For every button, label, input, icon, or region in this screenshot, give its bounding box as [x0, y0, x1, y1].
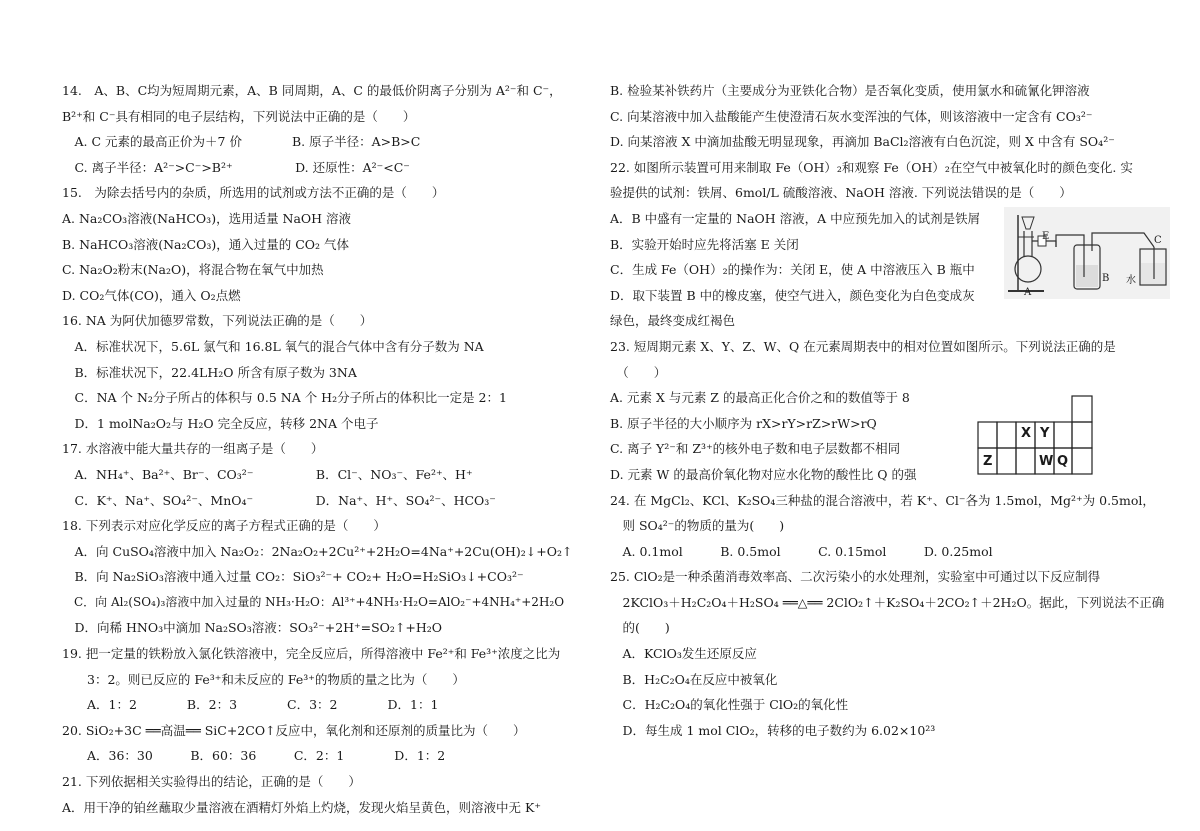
q25-option-d: D．每生成 1 mol ClO₂，转移的电子数约为 6.02×10²³	[610, 722, 936, 738]
q21-option-a: A．用干净的铂丝蘸取少量溶液在酒精灯外焰上灼烧，发现火焰呈黄色，则溶液中无 K⁺	[62, 799, 541, 815]
q20-stem: 20. SiO₂+3C ══高温══ SiC+2CO↑反应中，氧化剂和还原剂的质量比为（ ）	[62, 722, 526, 738]
q24-stem-cont: 则 SO₄²⁻的物质的量为( )	[610, 518, 785, 534]
q22-option-d: D．取下装置 B 中的橡皮塞，使空气进入，颜色变化为白色变成灰	[610, 287, 975, 303]
apparatus-label-c: C	[1154, 235, 1162, 246]
q15-option-b: B. NaHCO₃溶液(Na₂CO₃)，通入过量的 CO₂ 气体	[62, 236, 349, 252]
q16-option-c: C．NA 个 N₂分子所占的体积与 0.5 NA 个 H₂分子所占的体积比一定是 2：1	[62, 390, 507, 406]
apparatus-label-a: A	[1024, 287, 1032, 298]
apparatus-drawing	[1004, 207, 1170, 299]
q15-option-c: C. Na₂O₂粉末(Na₂O)，将混合物在氧气中加热	[62, 262, 324, 278]
q16-option-a: A．标准状况下，5.6L 氯气和 16.8L 氧气的混合气体中含有分子数为 NA	[62, 338, 484, 354]
q14-options-cd: C. 离子半径：A²⁻>C⁻>B²⁺ D. 还原性：A²⁻<C⁻	[62, 159, 410, 175]
q25-stem-cont: 的( )	[610, 620, 670, 636]
periodic-table-grid	[976, 394, 1094, 476]
q19-stem: 19. 把一定量的铁粉放入氯化铁溶液中，完全反应后，所得溶液中 Fe²⁺和 Fe³⁺浓度之比为	[62, 646, 561, 662]
q25-option-b: B．H₂C₂O₄在反应中被氧化	[610, 671, 778, 687]
q23-option-a: A. 元素 X 与元素 Z 的最高正化合价之和的数值等于 8	[610, 390, 910, 406]
q22-option-c: C．生成 Fe（OH）₂的操作为：关闭 E，使 A 中溶液压入 B 瓶中	[610, 262, 975, 278]
q21-stem: 21. 下列依据相关实验得出的结论，正确的是（ ）	[62, 774, 361, 790]
cell-x: X	[1021, 426, 1032, 441]
q22-option-d-cont: 绿色，最终变成红褐色	[610, 313, 736, 329]
q23-option-b: B. 原子半径的大小顺序为 rX>rY>rZ>rW>rQ	[610, 415, 877, 431]
q21-option-c: C. 向某溶液中加入盐酸能产生使澄清石灰水变浑浊的气体，则该溶液中一定含有 CO₃²⁻	[610, 108, 1093, 124]
q21-option-b: B. 检验某补铁药片（主要成分为亚铁化合物）是否氧化变质，使用氯水和硫氰化钾溶液	[610, 83, 1090, 98]
q15-option-d: D. CO₂气体(CO)，通入 O₂点燃	[62, 287, 241, 303]
q15-option-a: A. Na₂CO₃溶液(NaHCO₃)，选用适量 NaOH 溶液	[62, 210, 352, 226]
q17-options-cd: C．K⁺、Na⁺、SO₄²⁻、MnO₄⁻ D．Na⁺、H⁺、SO₄²⁻、HCO₃⁻	[62, 492, 496, 508]
q18-option-c: C．向 Al₂(SO₄)₃溶液中加入过量的 NH₃·H₂O：Al³⁺+4NH₃·H₂O=AlO₂⁻+4NH₄⁺+2H₂O	[62, 594, 565, 609]
cell-z: Z	[983, 454, 993, 469]
q14-stem-cont: B²⁺和 C⁻具有相同的电子层结构，下列说法中正确的是（ ）	[62, 108, 416, 124]
q22-option-b: B．实验开始时应先将活塞 E 关闭	[610, 236, 799, 252]
q14-stem: 14. A、B、C均为短周期元素，A、B 同周期，A、C 的最低价阴离子分别为 A²⁻和 C⁻，	[62, 83, 562, 98]
q17-stem: 17. 水溶液中能大量共存的一组离子是（ ）	[62, 441, 324, 457]
q23-stem-cont: （ ）	[610, 364, 667, 380]
q20-options: A．36：30 B．60：36 C．2：1 D．1：2	[62, 748, 446, 764]
apparatus-label-b: B	[1102, 273, 1110, 284]
q19-stem-cont: 3：2。则已反应的 Fe³⁺和未反应的 Fe³⁺的物质的量之比为（ ）	[62, 671, 465, 687]
q16-option-b: B．标准状况下，22.4LH₂O 所含有原子数为 3NA	[62, 364, 357, 380]
q18-option-a: A．向 CuSO₄溶液中加入 Na₂O₂：2Na₂O₂+2Cu²⁺+2H₂O=4Na⁺+2Cu(OH)₂↓+O₂↑	[62, 543, 573, 559]
q14-options-ab: A. C 元素的最高正价为＋7 价 B. 原子半径：A>B>C	[62, 134, 421, 150]
periodic-table-figure	[976, 394, 1094, 476]
q25-equation: 2KClO₃＋H₂C₂O₄＋H₂SO₄ ══△══ 2ClO₂↑＋K₂SO₄＋2CO₂↑＋2H₂O。据此，下列说法不正确	[610, 594, 1165, 610]
q17-options-ab: A．NH₄⁺、Ba²⁺、Br⁻、CO₃²⁻ B．Cl⁻、NO₃⁻、Fe²⁺、H⁺	[62, 466, 473, 482]
q23-option-c: C. 离子 Y²⁻和 Z³⁺的核外电子数和电子层数都不相同	[610, 441, 901, 457]
cell-w: W	[1039, 454, 1054, 469]
q22-stem: 22. 如图所示装置可用来制取 Fe（OH）₂和观察 Fe（OH）₂在空气中被氧化时的颜色变化. 实	[610, 159, 1133, 175]
apparatus-figure	[1004, 207, 1170, 299]
q15-stem: 15. 为除去括号内的杂质，所选用的试剂或方法不正确的是（ ）	[62, 185, 445, 201]
cell-q: Q	[1057, 454, 1069, 469]
q23-stem: 23. 短周期元素 X、Y、Z、W、Q 在元素周期表中的相对位置如图所示。下列说法正确的是	[610, 338, 1116, 354]
q18-stem: 18. 下列表示对应化学反应的离子方程式正确的是（ ）	[62, 518, 386, 534]
q19-options: A．1：2 B．2：3 C．3：2 D．1：1	[62, 697, 439, 713]
q18-option-b: B．向 Na₂SiO₃溶液中通入过量 CO₂：SiO₃²⁻+ CO₂+ H₂O=H₂SiO₃↓+CO₃²⁻	[62, 569, 524, 585]
q16-stem: 16. NA 为阿伏加德罗常数，下列说法正确的是（ ）	[62, 313, 373, 329]
apparatus-label-water: 水	[1126, 275, 1136, 286]
cell-y: Y	[1040, 426, 1050, 441]
q25-option-a: A．KClO₃发生还原反应	[610, 646, 757, 662]
q16-option-d: D．1 molNa₂O₂与 H₂O 完全反应，转移 2NA 个电子	[62, 415, 379, 431]
apparatus-label-e: E	[1042, 231, 1050, 242]
q25-stem: 25. ClO₂是一种杀菌消毒效率高、二次污染小的水处理剂，实验室中可通过以下反应制得	[610, 569, 1101, 585]
q18-option-d: D．向稀 HNO₃中滴加 Na₂SO₃溶液：SO₃²⁻+2H⁺=SO₂↑+H₂O	[62, 620, 443, 636]
q24-options: A. 0.1mol B. 0.5mol C. 0.15mol D. 0.25mol	[610, 543, 993, 559]
q25-option-c: C．H₂C₂O₄的氧化性强于 ClO₂的氧化性	[610, 697, 849, 713]
q22-option-a: A．B 中盛有一定量的 NaOH 溶液，A 中应预先加入的试剂是铁屑	[610, 210, 981, 226]
q24-stem: 24. 在 MgCl₂、KCl、K₂SO₄三种盐的混合溶液中，若 K⁺、Cl⁻各为 1.5mol，Mg²⁺为 0.5mol，	[610, 492, 1155, 508]
q23-option-d: D. 元素 W 的最高价氧化物对应水化物的酸性比 Q 的强	[610, 466, 917, 482]
left-column	[62, 78, 582, 820]
q21-option-d: D. 向某溶液 X 中滴加盐酸无明显现象，再滴加 BaCl₂溶液有白色沉淀，则 X 中含有 SO₄²⁻	[610, 134, 1115, 150]
q22-stem-cont: 验提供的试剂：铁屑、6mol/L 硫酸溶液、NaOH 溶液. 下列说法错误的是（ ）	[610, 185, 1072, 201]
